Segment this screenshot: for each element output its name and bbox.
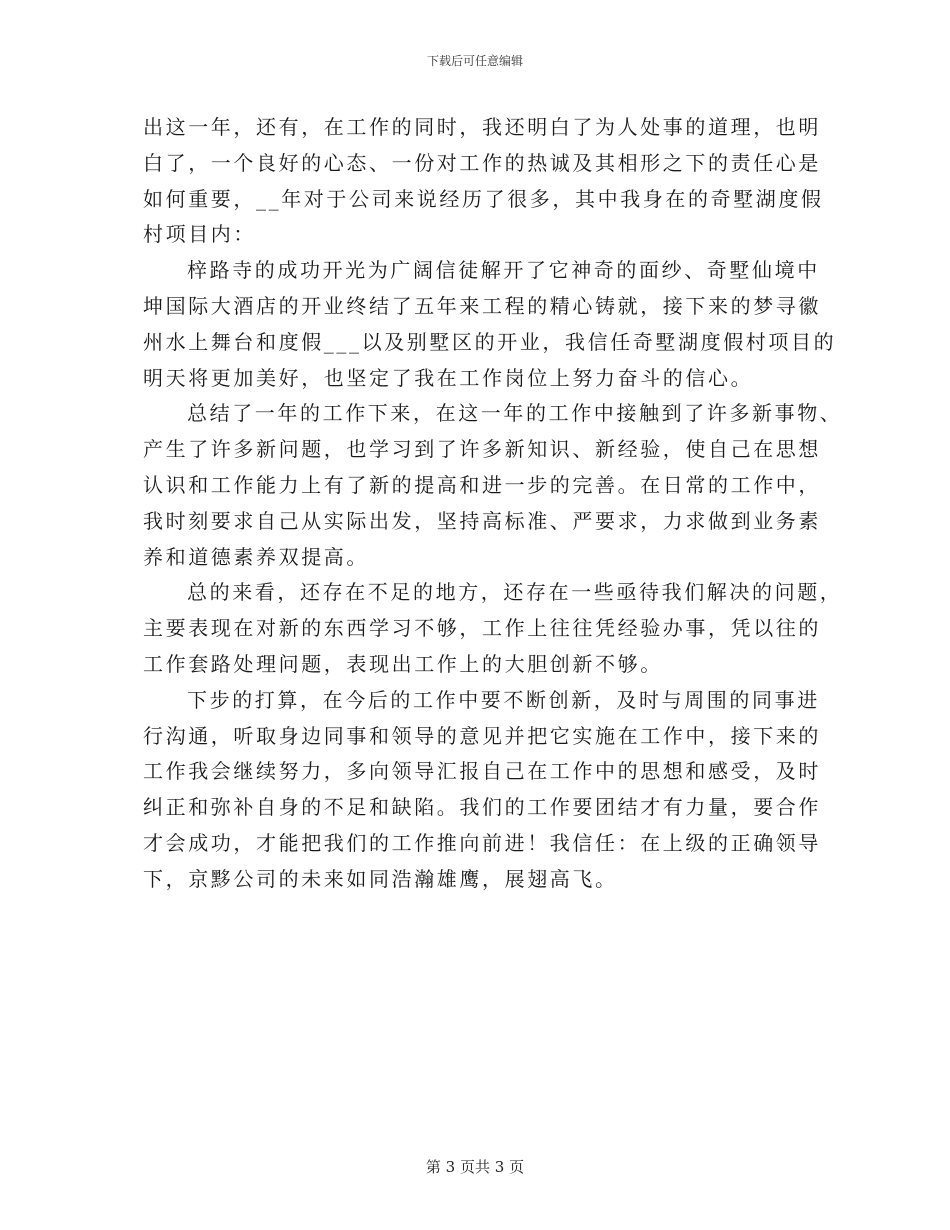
text-line: 工作我会继续努力，多向领导汇报自己在工作中的思想和感受，及时 bbox=[143, 759, 821, 784]
text-line: 出这一年，还有，在工作的同时，我还明白了为人处事的道理，也明 bbox=[143, 115, 821, 139]
text-line: 主要表现在对新的东西学习不够，工作上往往凭经验办事，凭以往的 bbox=[143, 616, 821, 641]
text-line: 行沟通，听取身边同事和领导的意见并把它实施在工作中，接下来的 bbox=[143, 723, 821, 748]
text-line: 总的来看，还存在不足的地方，还存在一些亟待我们解决的问题， bbox=[187, 580, 843, 605]
text-line: 认识和工作能力上有了新的提高和进一步的完善。在日常的工作中， bbox=[143, 472, 821, 497]
text-line: 下，京黟公司的未来如同浩瀚雄鹰，展翅高飞。 bbox=[143, 866, 618, 891]
text-line: 村项目内： bbox=[143, 222, 256, 247]
paragraph-3 bbox=[143, 396, 843, 575]
text-line: 坤国际大酒店的开业终结了五年来工程的精心铸就，接下来的梦寻徽 bbox=[143, 293, 821, 318]
text-line: 总结了一年的工作下来，在这一年的工作中接触到了许多新事物、 bbox=[187, 401, 843, 426]
paragraph-1 bbox=[143, 110, 824, 253]
text-line: 下步的打算，在今后的工作中要不断创新，及时与周围的同事进 bbox=[187, 687, 820, 712]
text-line: 梓路寺的成功开光为广阔信徒解开了它神奇的面纱、奇墅仙境中 bbox=[187, 258, 820, 283]
text-line: 如何重要，__年对于公司来说经历了很多，其中我身在的奇墅湖度假 bbox=[143, 186, 824, 211]
text-line: 才会成功，才能把我们的工作推向前进！我信任：在上级的正确领导 bbox=[143, 830, 821, 855]
paragraph-5 bbox=[143, 683, 821, 898]
text-line: 养和道德素养双提高。 bbox=[143, 544, 369, 569]
text-line: 纠正和弥补自身的不足和缺陷。我们的工作要团结才有力量，要合作 bbox=[143, 795, 821, 820]
page-header: 下载后可任意编辑 bbox=[426, 54, 523, 68]
text-line: 明天将更加美好，也坚定了我在工作岗位上努力奋斗的信心。 bbox=[143, 365, 754, 390]
paragraph-2 bbox=[143, 253, 837, 396]
text-line: 我时刻要求自己从实际出发，坚持高标准、严要求，力求做到业务素 bbox=[143, 508, 821, 533]
text-line: 产生了许多新问题，也学习到了许多新知识、新经验，使自己在思想 bbox=[143, 437, 821, 462]
page-footer: 第 3 页共 3 页 bbox=[425, 1158, 525, 1176]
paragraph-4 bbox=[143, 575, 843, 682]
document-body bbox=[143, 110, 843, 898]
text-line: 工作套路处理问题，表现出工作上的大胆创新不够。 bbox=[143, 651, 663, 676]
text-line: 白了，一个良好的心态、一份对工作的热诚及其相形之下的责任心是 bbox=[143, 150, 821, 175]
text-line: 州水上舞台和度假___以及别墅区的开业，我信任奇墅湖度假村项目的 bbox=[143, 329, 837, 354]
